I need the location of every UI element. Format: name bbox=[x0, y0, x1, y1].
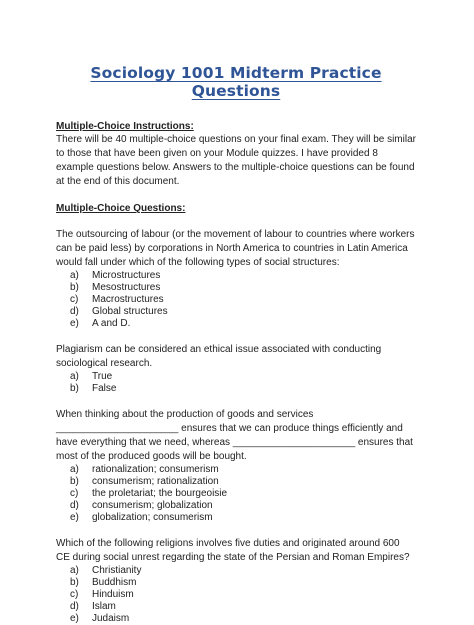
answer-options bbox=[56, 270, 416, 330]
option-letter: c) bbox=[70, 589, 79, 600]
answer-option bbox=[70, 306, 416, 318]
option-text: False bbox=[92, 383, 117, 394]
option-letter: c) bbox=[70, 488, 79, 499]
option-text: rationalization; consumerism bbox=[92, 464, 219, 475]
answer-option bbox=[70, 464, 416, 476]
answer-option bbox=[70, 613, 416, 625]
option-letter: b) bbox=[70, 282, 79, 293]
option-text: Global structures bbox=[92, 306, 168, 317]
option-text: consumerism; globalization bbox=[92, 500, 213, 511]
answer-option bbox=[70, 294, 416, 306]
option-text: A and D. bbox=[92, 318, 131, 329]
option-text: consumerism; rationalization bbox=[92, 476, 219, 487]
document-title: Sociology 1001 Midterm Practice Questions bbox=[90, 64, 382, 100]
answer-option bbox=[70, 371, 416, 383]
option-text: globalization; consumerism bbox=[92, 512, 213, 523]
option-letter: d) bbox=[70, 306, 79, 317]
answer-options bbox=[56, 464, 416, 524]
option-letter: b) bbox=[70, 476, 79, 487]
instructions-heading: Multiple-Choice Instructions: bbox=[56, 121, 194, 132]
answer-options bbox=[56, 371, 416, 395]
option-text: the proletariat; the bourgeoisie bbox=[92, 488, 228, 499]
answer-option bbox=[70, 565, 416, 577]
option-text: Buddhism bbox=[92, 577, 137, 588]
question-block bbox=[56, 408, 416, 524]
question-block bbox=[56, 343, 416, 395]
option-text: Mesostructures bbox=[92, 282, 161, 293]
question-text: The outsourcing of labour (or the movement of labour to countries where workers can be paid less) by corporations in North America to countries in Latin America would fall under which of the following types of social structures: bbox=[56, 229, 415, 268]
question-block bbox=[56, 228, 416, 330]
answer-option bbox=[70, 318, 416, 330]
answer-option bbox=[70, 270, 416, 282]
option-letter: e) bbox=[70, 613, 79, 624]
answer-option bbox=[70, 512, 416, 524]
answer-options bbox=[56, 565, 416, 625]
question-list bbox=[56, 215, 416, 625]
option-text: True bbox=[92, 371, 113, 382]
answer-option bbox=[70, 282, 416, 294]
option-letter: a) bbox=[70, 371, 79, 382]
option-letter: e) bbox=[70, 318, 79, 329]
option-letter: a) bbox=[70, 565, 79, 576]
question-text: Plagiarism can be considered an ethical issue associated with conducting sociological research. bbox=[56, 344, 382, 369]
answer-option bbox=[70, 488, 416, 500]
option-text: Islam bbox=[92, 601, 116, 612]
option-letter: e) bbox=[70, 512, 79, 523]
option-letter: c) bbox=[70, 294, 79, 305]
option-text: Hinduism bbox=[92, 589, 134, 600]
answer-option bbox=[70, 589, 416, 601]
answer-option bbox=[70, 383, 416, 395]
option-letter: a) bbox=[70, 270, 79, 281]
option-text: Christianity bbox=[92, 565, 142, 576]
question-block bbox=[56, 537, 416, 625]
option-letter: d) bbox=[70, 500, 79, 511]
option-letter: a) bbox=[70, 464, 79, 475]
option-text: Macrostructures bbox=[92, 294, 164, 305]
instructions-text: There will be 40 multiple-choice questions on your final exam. They will be similar to those that have been given on your Module quizzes. I have provided 8 example questions below. Answers to the multiple-choice questions can be found at the end of this document. bbox=[56, 134, 416, 187]
question-text: Which of the following religions involves five duties and originated around 600 CE during social unrest regarding the state of the Persian and Roman Empires? bbox=[56, 538, 410, 563]
answer-option bbox=[70, 500, 416, 512]
option-text: Microstructures bbox=[92, 270, 161, 281]
option-letter: b) bbox=[70, 577, 79, 588]
answer-option bbox=[70, 601, 416, 613]
answer-option bbox=[70, 577, 416, 589]
question-text: When thinking about the production of goods and services ______________________ ensures that we can produce things efficiently and have everything that we need, whereas ______________________ ensures that most of the produced goods will be bought. bbox=[56, 409, 413, 462]
option-letter: d) bbox=[70, 601, 79, 612]
option-letter: b) bbox=[70, 383, 79, 394]
answer-option bbox=[70, 476, 416, 488]
option-text: Judaism bbox=[92, 613, 130, 624]
questions-heading: Multiple-Choice Questions: bbox=[56, 203, 186, 214]
